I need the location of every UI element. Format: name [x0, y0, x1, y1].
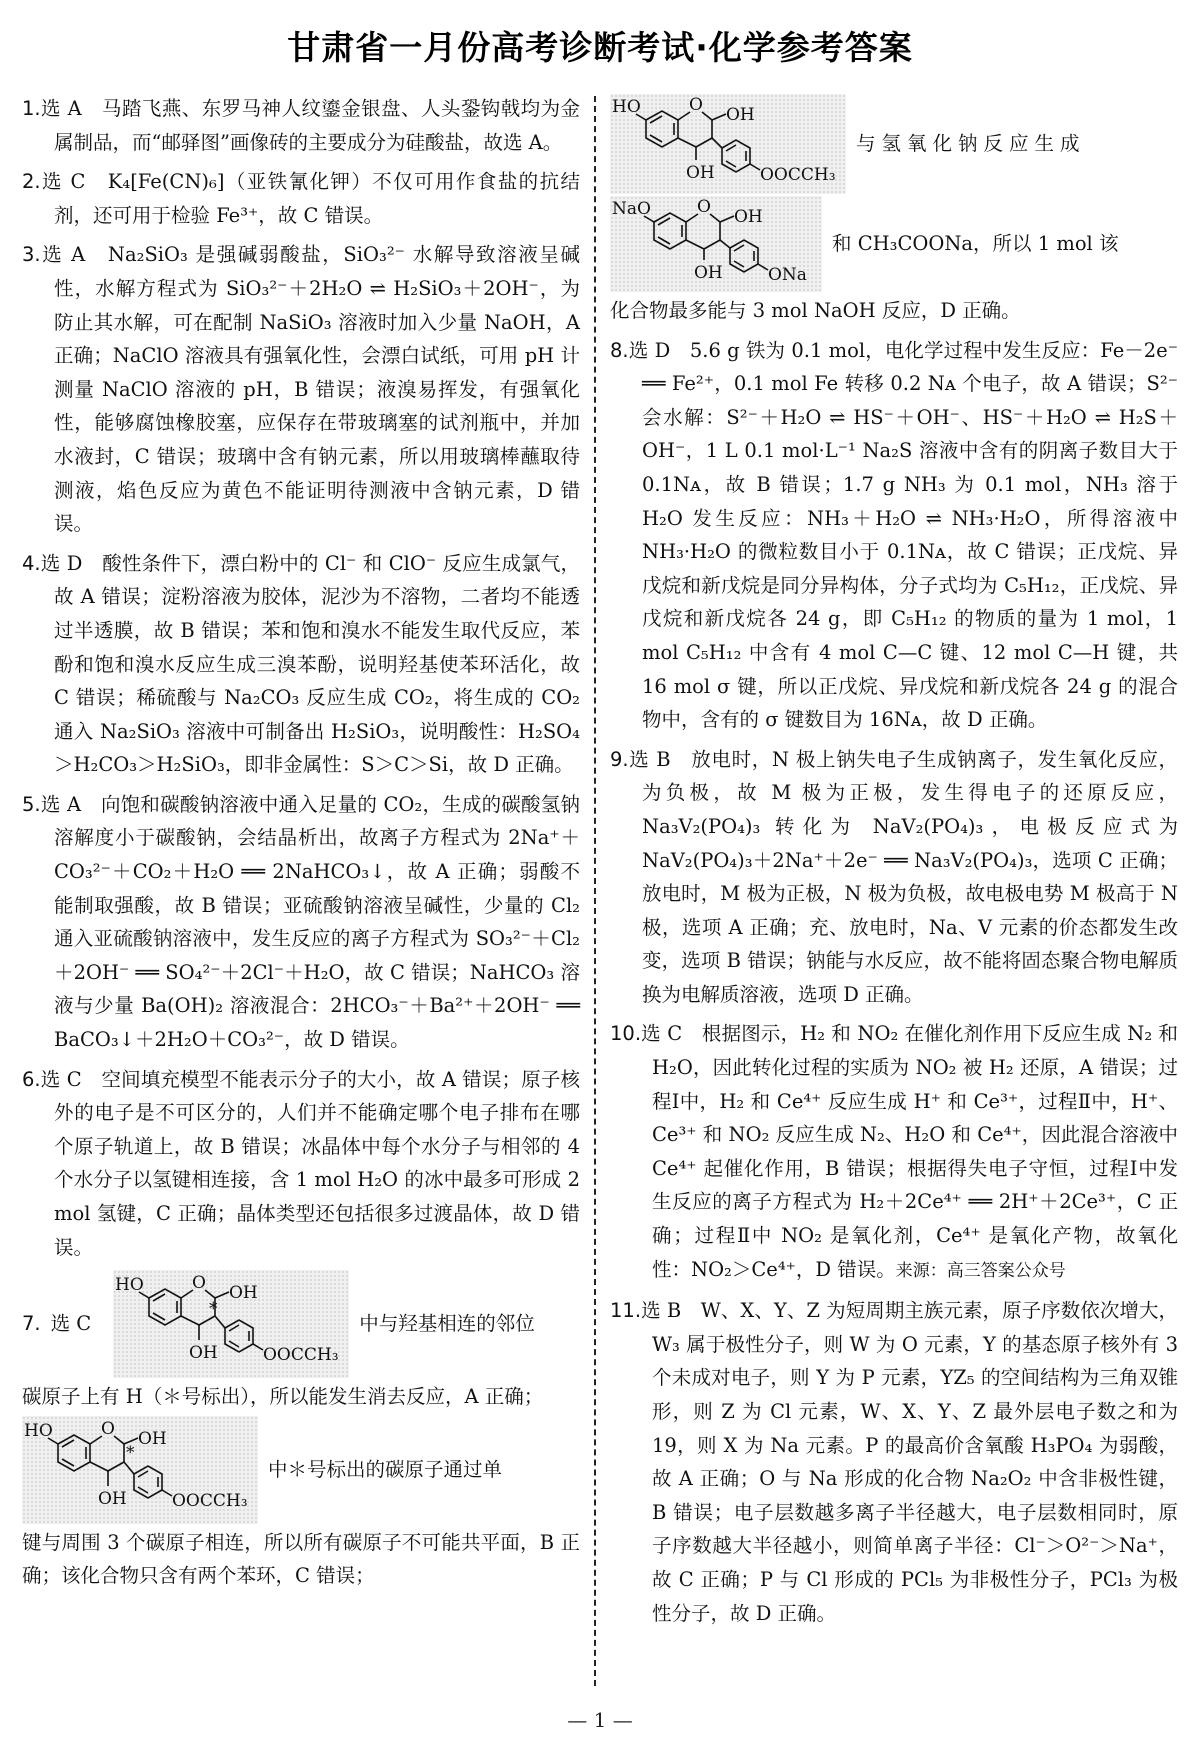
column-divider — [594, 96, 596, 1686]
answer-1: 1.选 A 马踏飞燕、东罗马神人纹鎏金银盘、人头銎钩戟均为金属制品，而“邮驿图”画像砖的主要成分为硅酸盐，故选 A。 — [22, 97, 580, 154]
molecule-structure-3 — [610, 94, 846, 194]
answer-7-row-5: NaO O OH OH ONa 和 CH₃COONa，所以 1 mol 该 — [610, 196, 1178, 292]
svg-text:OOCCH₃: OOCCH₃ — [760, 165, 836, 185]
svg-text:OOCCH₃: OOCCH₃ — [263, 1345, 339, 1366]
svg-text:*: * — [126, 1442, 135, 1463]
molecule-diagram-2 — [22, 1416, 258, 1524]
answer-7-row-3: HO O OH OH * OOCCH₃ 中＊号标出的碳原子通过单 — [22, 1416, 580, 1524]
answer-2: 2.选 C K₄[Fe(CN)₆]（亚铁氰化钾）不仅可用作食盐的抗结剂，还可用于检验 Fe³⁺，故 C 错误。 — [22, 170, 580, 227]
molecule-diagram-1 — [113, 1270, 349, 1378]
answer-6: 6.选 C 空间填充模型不能表示分子的大小，故 A 错误；原子核外的电子是不可区分的，人们并不能确定哪个电子排布在哪个原子轨道上，故 B 错误；冰晶体中每个水分子与相邻的 4 个水分子以氢键相连接，含 1 mol H₂O 的冰中最多可形成 2 mol 氢键，C 正确；晶体类型还包括很多过渡晶体，故 D 错误。 — [22, 1067, 580, 1259]
molecule-structure-2 — [22, 1416, 258, 1524]
molecule-structure-4 — [610, 196, 822, 292]
answer-7-continued — [610, 94, 1178, 328]
svg-text:OOCCH₃: OOCCH₃ — [172, 1490, 248, 1511]
answer-7-row-4: HO O OH OH OOCCH₃ 与氢氧化钠反应生成 — [610, 94, 1178, 194]
svg-text:NaO: NaO — [612, 199, 651, 219]
answer-8: 8.选 D 5.6 g 铁为 0.1 mol，电化学过程中发生反应：Fe－2e⁻ ══ Fe²⁺，0.1 mol Fe 转移 0.2 Nᴀ 个电子，故 A 错误；S²⁻ 会水解：S²⁻＋H₂O ⇌ HS⁻＋OH⁻、HS⁻＋H₂O ⇌ H₂S＋OH⁻，1 L 0.1 mol·L⁻¹ Na₂S 溶液中含有的阴离子数目大于 0.1Nᴀ，故 B 错误；1.7 g NH₃ 为 0.1 mol，NH₃ 溶于 H₂O 发生反应：NH₃＋H₂O ⇌ NH₃·H₂O，所得溶液中 NH₃·H₂O 的微粒数目小于 0.1Nᴀ，故 C 错误；正戊烷、异戊烷和新戊烷是同分异构体，分子式均为 C₅H₁₂，正戊烷、异戊烷和新戊烷各 24 g，即 C₅H₁₂ 的物质的量为 1 mol，1 mol C₅H₁₂ 中含有 4 mol C—C 键、12 mol C—H 键，共 16 mol σ 键，所以正戊烷、异戊烷和新戊烷各 24 g 的混合物中，含有的 σ 键数目为 16Nᴀ，故 D 正确。 — [610, 338, 1178, 732]
answer-7 — [22, 1270, 580, 1593]
answer-7-conclusion: 化合物最多能与 3 mol NaOH 反应，D 正确。 — [610, 299, 1021, 322]
svg-text:OH: OH — [734, 207, 763, 227]
svg-text:O: O — [192, 1273, 207, 1294]
page-number: — 1 — — [567, 1708, 633, 1732]
molecule-diagram-3 — [610, 94, 846, 194]
right-column — [610, 92, 1178, 1636]
svg-text:OH: OH — [98, 1488, 127, 1509]
source-note: 来源：高三答案公众号 — [895, 1260, 1066, 1281]
answer-11: 11.选 B W、X、Y、Z 为短周期主族元素，原子序数依次增大，W₃ 属于极性分子，则 W 为 O 元素，Y 的基态原子核外有 3 个未成对电子，则 Y 为 P 元素，YZ₅ 的空间结构为三角双锥形，则 Z 为 Cl 元素，W、X、Y、Z 最外层电子数之和为 19，则 X 为 Na 元素。P 的最高价含氧酸 H₃PO₄ 为弱酸，故 A 正确；O 与 Na 形成的化合物 Na₂O₂ 中含非极性键，B 错误；电子层数越多离子半径越大，电子层数相同时，原子序数越大半径越小，则简单离子半径：Cl⁻＞O²⁻＞Na⁺，故 C 正确；P 与 Cl 形成的 PCl₅ 为非极性分子，PCl₃ 为极性分子，故 D 正确。 — [610, 1299, 1178, 1625]
answer-7-row-1: 7. 选 C HO O OH OH * OOCCH₃ 中与羟基相连的邻位 — [22, 1270, 580, 1378]
svg-text:OH: OH — [726, 105, 755, 125]
svg-text:OH: OH — [229, 1283, 258, 1304]
answer-10: 10.选 C 根据图示，H₂ 和 NO₂ 在催化剂作用下反应生成 N₂ 和 H₂O，因此转化过程的实质为 NO₂ 被 H₂ 还原，A 错误；过程Ⅰ中，H₂ 和 Ce⁴⁺ 反应生成 H⁺ 和 Ce³⁺，过程Ⅱ中，H⁺、Ce³⁺ 和 NO₂ 反应生成 N₂、H₂O 和 Ce⁴⁺，因此混合溶液中 Ce⁴⁺ 起催化作用，B 错误；根据得失电子守恒，过程Ⅰ中发生反应的离子方程式为 H₂＋2Ce⁴⁺ ══ 2H⁺＋2Ce³⁺，C 正确；过程Ⅱ中 NO₂ 是氧化剂，Ce⁴⁺ 是氧化产物，故氧化性：NO₂＞Ce⁴⁺，D 错误。来源：高三答案公众号 — [610, 1022, 1178, 1281]
answer-7-line-2: 碳原子上有 H（＊号标出），所以能发生消去反应，A 正确； — [22, 1385, 544, 1409]
answer-7-tail: 键与周围 3 个碳原子相连，所以所有碳原子不可能共平面，B 正确；该化合物只含有两个苯环，C 错误； — [22, 1530, 580, 1588]
svg-text:HO: HO — [115, 1275, 144, 1296]
svg-text:O: O — [689, 95, 703, 115]
svg-text:OH: OH — [694, 263, 723, 283]
molecule-diagram-4 — [610, 196, 822, 292]
answer-3: 3.选 A Na₂SiO₃ 是强碱弱酸盐，SiO₃²⁻ 水解导致溶液呈碱性，水解方程式为 SiO₃²⁻＋2H₂O ⇌ H₂SiO₃＋2OH⁻，为防止其水解，可在配制 NaSiO₃ 溶液时加入少量 NaOH，A 正确；NaClO 溶液具有强氧化性，会漂白试纸，可用 pH 计测量 NaClO 溶液的 pH，B 错误；液溴易挥发，有强氧化性，能够腐蚀橡胶塞，应保存在带玻璃塞的试剂瓶中，并加水液封，C 错误；玻璃中含有钠元素，所以用玻璃棒蘸取待测液，焰色反应为黄色不能证明待测液中含钠元素，D 错误。 — [22, 243, 580, 536]
svg-text:O: O — [101, 1418, 115, 1439]
answer-5: 5.选 A 向饱和碳酸钠溶液中通入足量的 CO₂，生成的碳酸氢钠溶解度小于碳酸钠，会结晶析出，故离子方程式为 2Na⁺＋CO₃²⁻＋CO₂＋H₂O ══ 2NaHCO₃↓，故 A 正确；弱酸不能制取强酸，故 B 错误；亚硫酸钠溶液呈碱性，少量的 Cl₂ 通入亚硫酸钠溶液中，发生反应的离子方程式为 SO₃²⁻＋Cl₂＋2OH⁻ ══ SO₄²⁻＋2Cl⁻＋H₂O，故 C 错误；NaHCO₃ 溶液与少量 Ba(OH)₂ 溶液混合：2HCO₃⁻＋Ba²⁺＋2OH⁻ ══ BaCO₃↓＋2H₂O＋CO₃²⁻，故 D 错误。 — [22, 792, 580, 1052]
svg-text:O: O — [697, 197, 711, 217]
answer-9: 9.选 B 放电时，N 极上钠失电子生成钠离子，发生氧化反应，为负极，故 M 极为正极，发生得电子的还原反应，Na₃V₂(PO₄)₃ 转化为 NaV₂(PO₄)₃，电极反应式为 NaV₂(PO₄)₃＋2Na⁺＋2e⁻ ══ Na₃V₂(PO₄)₃，选项 C 正确；放电时，M 极为正极，N 极为负极，故电极电势 M 极高于 N 极，选项 A 正确；充、放电时，Na、V 元素的价态都发生改变，选项 B 错误；钠能与水反应，故不能将固态聚合物电解质换为电解质溶液，选项 D 正确。 — [610, 747, 1178, 1006]
svg-text:OH: OH — [138, 1428, 167, 1449]
page-title: 甘肃省一月份高考诊断考试·化学参考答案 — [287, 28, 913, 67]
svg-text:HO: HO — [24, 1420, 53, 1441]
left-column — [22, 92, 580, 1599]
svg-text:HO: HO — [612, 97, 641, 117]
svg-text:*: * — [209, 1299, 218, 1320]
svg-text:OH: OH — [189, 1343, 218, 1364]
molecule-structure-1 — [113, 1270, 349, 1378]
answer-4: 4.选 D 酸性条件下，漂白粉中的 Cl⁻ 和 ClO⁻ 反应生成氯气，故 A 错误；淀粉溶液为胶体，泥沙为不溶物，二者均不能透过半透膜，故 B 错误；苯和饱和溴水不能发生取代反应，苯酚和饱和溴水反应生成三溴苯酚，说明羟基使苯环活化，故 C 错误；稀硫酸与 Na₂CO₃ 反应生成 CO₂，将生成的 CO₂ 通入 Na₂SiO₃ 溶液中可制备出 H₂SiO₃，说明酸性：H₂SO₄＞H₂CO₃＞H₂SiO₃，即非金属性：S＞C＞Si，故 D 正确。 — [22, 551, 580, 777]
svg-text:ONa: ONa — [768, 265, 807, 285]
svg-text:OH: OH — [686, 163, 715, 183]
